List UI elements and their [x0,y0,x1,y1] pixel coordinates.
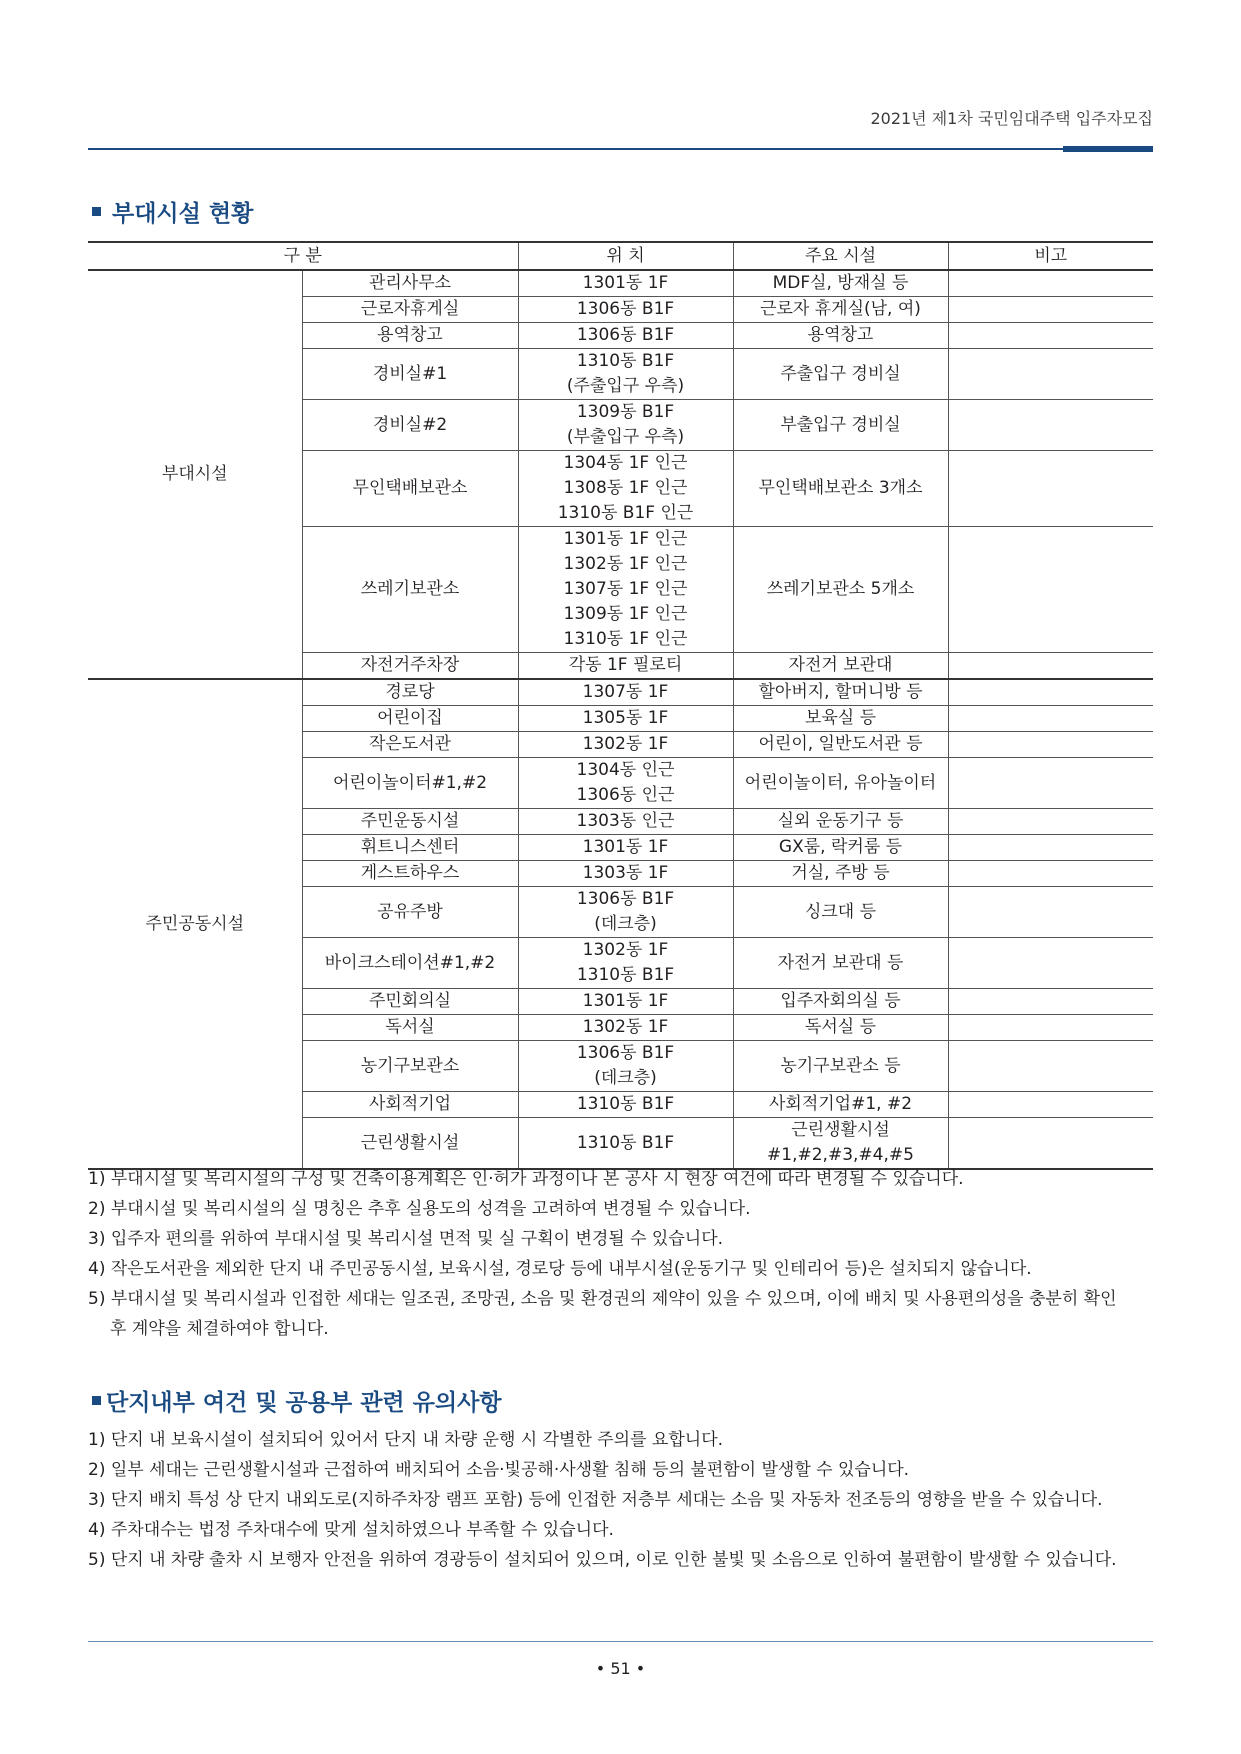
note-cell [948,887,1153,938]
main-facility-cell: 쓰레기보관소 5개소 [733,527,948,653]
location-cell [518,835,733,861]
main-facility-cell: 사회적기업#1, #2 [733,1092,948,1118]
location-line: (데크층) [594,914,657,934]
location-cell [518,732,733,758]
note-item: 5) 부대시설 및 복리시설과 인접한 세대는 일조권, 조망권, 소음 및 환경권의 제약이 있을 수 있으며, 이에 배치 및 사용편의성을 충분히 확인 [88,1289,1117,1309]
note-item: 2) 부대시설 및 복리시설의 실 명칭은 추후 실용도의 성격을 고려하여 변경될 수 있습니다. [88,1199,751,1219]
facility-name-cell: 무인택배보관소 [302,451,518,527]
main-facility-cell: 주출입구 경비실 [733,349,948,400]
location-cell [518,989,733,1015]
location-cell [518,861,733,887]
main-facility-cell: GX룸, 락커룸 등 [733,835,948,861]
page-number: • 51 • [595,1659,646,1678]
facility-name-cell: 게스트하우스 [302,861,518,887]
location-line: 1301동 1F [582,837,669,857]
location-line: 1310동 B1F [576,351,675,371]
main-facility-cell: 자전거 보관대 [733,653,948,680]
facility-name-cell: 작은도서관 [302,732,518,758]
note-cell [948,732,1153,758]
note-cell [948,451,1153,527]
location-line: 각동 1F 필로티 [568,655,683,675]
location-line: 1309동 B1F [576,402,675,422]
location-cell [518,323,733,349]
note-cell [948,835,1153,861]
section-title-text: 부대시설 현황 [112,201,254,227]
location-line: 1309동 1F 인근 [563,604,688,624]
location-line: 1302동 1F [582,1017,669,1037]
location-line: 1308동 1F 인근 [563,478,688,498]
facility-name-cell: 경비실#1 [302,349,518,400]
facility-name-cell: 자전거주차장 [302,653,518,680]
square-bullet-icon [92,1396,101,1405]
header-facility: 주요 시설 [733,242,948,270]
facility-name-cell: 경비실#2 [302,400,518,451]
main-facility-cell: 실외 운동기구 등 [733,809,948,835]
note-item: 5) 단지 내 차량 출차 시 보행자 안전을 위하여 경광등이 설치되어 있으며, 이로 인한 불빛 및 소음으로 인하여 불편함이 발생할 수 있습니다. [88,1550,1117,1570]
location-cell [518,349,733,400]
location-line: 1302동 1F [582,940,669,960]
location-line: 1306동 B1F [576,299,675,319]
location-cell [518,679,733,706]
location-cell [518,527,733,653]
location-cell [518,809,733,835]
section-title-text: 단지내부 여건 및 공용부 관련 유의사항 [106,1390,502,1416]
main-facility-cell: 근린생활시설#1,#2,#3,#4,#5 [733,1118,948,1170]
note-cell [948,861,1153,887]
table-row [88,270,1153,297]
note-item: 4) 주차대수는 법정 주차대수에 맞게 설치하였으나 부족할 수 있습니다. [88,1520,614,1540]
section-title-complex-notes [92,1384,502,1417]
note-cell [948,1118,1153,1170]
location-cell [518,653,733,680]
category-cell: 부대시설 [88,270,302,679]
note-item: 4) 작은도서관을 제외한 단지 내 주민공동시설, 보육시설, 경로당 등에 내부시설(운동기구 및 인테리어 등)은 설치되지 않습니다. [88,1259,1032,1279]
note-cell [948,1015,1153,1041]
location-line: 1301동 1F 인근 [563,529,688,549]
location-line: (데크층) [594,1068,657,1088]
location-line: 1303동 인근 [576,811,675,831]
note-cell [948,527,1153,653]
note-cell [948,400,1153,451]
note-cell [948,938,1153,989]
location-cell [518,1118,733,1170]
facility-name-cell: 농기구보관소 [302,1041,518,1092]
note-cell [948,989,1153,1015]
note-cell [948,1041,1153,1092]
location-line: (주출입구 우측) [566,376,685,396]
note-item: 2) 일부 세대는 근린생활시설과 근접하여 배치되어 소음·빛공해·사생활 침해 등의 불편함이 발생할 수 있습니다. [88,1460,910,1480]
note-cell [948,1092,1153,1118]
location-line: 1304동 인근 [576,760,675,780]
note-item: 3) 단지 배치 특성 상 단지 내외도로(지하주차장 램프 포함) 등에 인접한 저층부 세대는 소음 및 자동차 전조등의 영향을 받을 수 있습니다. [88,1490,1103,1510]
note-cell [948,349,1153,400]
location-cell [518,297,733,323]
facility-name-cell: 근로자휴게실 [302,297,518,323]
main-facility-cell: 자전거 보관대 등 [733,938,948,989]
location-cell [518,887,733,938]
note-item-continuation: 후 계약을 체결하여야 합니다. [110,1319,329,1339]
location-line: 1304동 1F 인근 [563,453,688,473]
facility-name-cell: 관리사무소 [302,270,518,297]
location-cell [518,1092,733,1118]
footer-rule [88,1641,1153,1642]
location-line: 1306동 B1F [576,325,675,345]
location-cell [518,938,733,989]
header-note: 비고 [948,242,1153,270]
facility-name-cell: 사회적기업 [302,1092,518,1118]
note-cell [948,297,1153,323]
location-line: 1307동 1F 인근 [563,579,688,599]
location-line: 1306동 B1F [576,889,675,909]
main-facility-cell: 근로자 휴게실(남, 여) [733,297,948,323]
facility-name-cell: 어린이집 [302,706,518,732]
location-line: 1302동 1F [582,734,669,754]
location-line: 1303동 1F [582,863,669,883]
location-line: 1310동 B1F [576,965,675,985]
header-location: 위 치 [518,242,733,270]
location-cell [518,400,733,451]
facility-name-cell: 근린생활시설 [302,1118,518,1170]
location-cell [518,706,733,732]
header-rule [88,148,1153,150]
note-item: 3) 입주자 편의를 위하여 부대시설 및 복리시설 면적 및 실 구획이 변경될 수 있습니다. [88,1229,724,1249]
main-facility-cell: 어린이놀이터, 유아놀이터 [733,758,948,809]
main-facility-cell: 할아버지, 할머니방 등 [733,679,948,706]
location-line: 1310동 B1F [576,1132,675,1153]
note-cell [948,809,1153,835]
main-facility-cell: MDF실, 방재실 등 [733,270,948,297]
main-facility-cell: 용역창고 [733,323,948,349]
main-facility-cell: 거실, 주방 등 [733,861,948,887]
table-row [88,679,1153,706]
running-header: 2021년 제1차 국민임대주택 입주자모집 [870,109,1153,128]
location-line: 1306동 B1F [576,1043,675,1063]
header-category: 구 분 [88,242,518,270]
note-cell [948,706,1153,732]
facility-notes [88,1164,1158,1344]
location-line: 1302동 1F 인근 [563,554,688,574]
table-header-row [88,242,1153,270]
location-cell [518,1041,733,1092]
main-facility-cell: 부출입구 경비실 [733,400,948,451]
facility-name-cell: 독서실 [302,1015,518,1041]
facility-name-cell: 용역창고 [302,323,518,349]
facility-name-cell: 주민회의실 [302,989,518,1015]
complex-notes [88,1425,1158,1575]
location-cell [518,1015,733,1041]
facility-name-cell: 휘트니스센터 [302,835,518,861]
main-facility-cell: 싱크대 등 [733,887,948,938]
facilities-table [88,241,1153,1170]
main-facility-cell: 입주자회의실 등 [733,989,948,1015]
facility-name-cell: 바이크스테이션#1,#2 [302,938,518,989]
facility-name-cell: 쓰레기보관소 [302,527,518,653]
location-line: 1306동 인근 [576,785,675,805]
location-cell [518,270,733,297]
location-line: 1310동 1F 인근 [563,629,688,649]
main-facility-cell: 보육실 등 [733,706,948,732]
location-line: 1301동 1F [582,273,669,293]
section-title-facilities [92,195,253,228]
square-bullet-icon [92,207,101,216]
note-item: 1) 단지 내 보육시설이 설치되어 있어서 단지 내 차량 운행 시 각별한 주의를 요합니다. [88,1430,724,1450]
location-cell [518,758,733,809]
note-item: 1) 부대시설 및 복리시설의 구성 및 건축이용계획은 인·허가 과정이나 본 공사 시 현장 여건에 따라 변경될 수 있습니다. [88,1169,964,1189]
location-line: 1310동 B1F 인근 [557,503,694,523]
category-cell: 주민공동시설 [88,679,302,1169]
location-line: 1307동 1F [582,682,669,702]
main-facility-cell: 농기구보관소 등 [733,1041,948,1092]
main-facility-cell: 독서실 등 [733,1015,948,1041]
note-cell [948,758,1153,809]
location-line: 1305동 1F [582,708,669,728]
location-cell [518,451,733,527]
note-cell [948,679,1153,706]
facility-name-cell: 어린이놀이터#1,#2 [302,758,518,809]
location-line: 1310동 B1F [576,1094,675,1114]
note-cell [948,323,1153,349]
main-facility-cell: 무인택배보관소 3개소 [733,451,948,527]
main-facility-cell: 어린이, 일반도서관 등 [733,732,948,758]
facility-name-cell: 경로당 [302,679,518,706]
facility-name-cell: 주민운동시설 [302,809,518,835]
note-cell [948,653,1153,680]
note-cell [948,270,1153,297]
location-line: (부출입구 우측) [566,427,685,447]
header-accent-bar [1063,146,1153,152]
location-line: 1301동 1F [582,991,669,1011]
facility-name-cell: 공유주방 [302,887,518,938]
